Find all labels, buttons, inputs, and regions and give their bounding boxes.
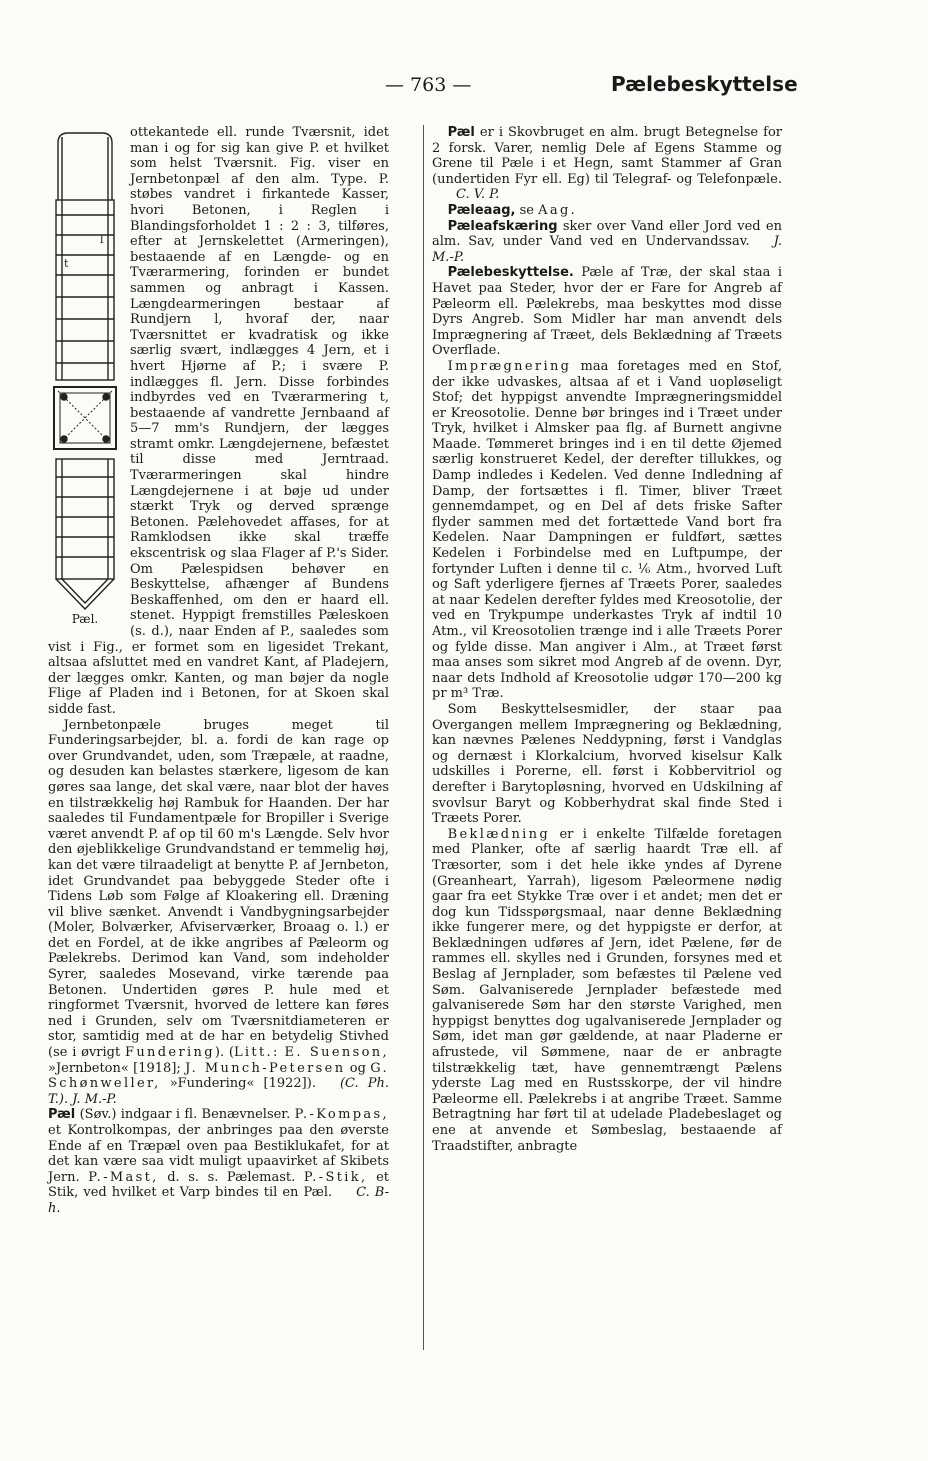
litt-label: Litt.: (233, 1045, 280, 1061)
page-number: — 763 — (385, 74, 472, 96)
signature-cbh: C. B-h. (48, 1185, 389, 1216)
paragraph-beskyttelsesmidler: Som Beskyttelsesmidler, der staar paa Overgangen mellem Imprægnering og Beklædning, kan nævnes Pælenes Neddypning, først i Vandglas og dernæst i Klorkalcium, hvorved kiselsur Kalk udskilles i Porerne, ell. først i Kobbervitriol og derefter i Barytopløsning, hvorved en Udskilning af svovlsur Baryt og Kobberhydrat skal finde Sted i Træets Porer. (432, 701, 782, 827)
concrete-pile-drawing (48, 125, 122, 610)
term-beklaedning: Beklædning (447, 826, 551, 842)
signature-jmp: (C. Ph. T.). J. M.-P. (48, 1076, 389, 1107)
author-munch-petersen: J. Munch-Petersen (185, 1060, 346, 1076)
paragraph-impraegnering (432, 359, 782, 702)
kompas-text: et Kontrolkompas, der anbringes paa den øverste Ende af en Træpæl oven paa Bestiklukafet, for at det kan være saa vidt muligt upaavirket af Skibets Jern. (48, 1123, 389, 1185)
entry-pael (432, 125, 782, 203)
svg-text:l: l (100, 233, 104, 246)
author-schonweller: G. Schønweller, (48, 1060, 389, 1092)
left-column (48, 125, 389, 1217)
headword-paeleaag: Pæleaag, (447, 202, 516, 218)
headword-pael: Pæl (447, 125, 475, 140)
left-paragraph-1: ottekantede ell. runde Tværsnit, idet man i og for sig kan give P. et hvilket som helst Tværsnit. Fig. viser en Jernbetonpæl af den alm. Type. P. støbes vandret i firkantede Kasser, hvori Betonen, i Reglen i Blandingsforholdet 1 : 2 : 3, tilføres, efter at Jernskelettet (Armeringen), bestaaende af en Længde- og en Tværarmering, forinden er bundet sammen og anbragt i Kassen. Længdearmeringen bestaar af Rundjern l, hvoraf der, naar Tværsnittet er kvadratisk og ikke særlig svært, indlægges 4 Jern, et i hvert Hjørne af P.; i svære P. indlægges fl. Jern. Disse forbindes indbyrdes ved en Tværarmering t, bestaaende af vandrette Jernbaand af 5—7 mm's Rundjern, der lægges stramt omkr. Længdejernene, befæstet til disse med Jerntraad. Tværarmeringen skal hindre Længdejernene i at bøje ud under stærkt Tryk og derved sprænge Betonen. Pælehovedet affases, for at Ramklodsen ikke skal træffe ekscentrisk og slaa Flager af P.'s Sider. Om Pælespidsen behøver en Beskyttelse, afhænger af Bundens Beskaffenhed, om den er haard ell. stenet. Hyppigt fremstilles Pæleskoen (s. d.), naar Enden af P., saaledes som vist i Fig., er formet som en ligesidet Trekant, altsaa afsluttet med en vandret Kant, af Pladejern, der lægges omkr. Kanten, og man bøjer da nogle Flige af Pladen ind i Betonen, for at Skoen skal sidde fast. (48, 125, 389, 717)
figure-concrete-pile (48, 125, 122, 630)
signature-jmp-2: J. M.-P. (432, 234, 782, 265)
term-impraegnering: Imprægnering (447, 358, 572, 374)
word-og: og (349, 1060, 366, 1076)
paragraph-beklaedning (432, 827, 782, 1154)
paeleaag-text: se (519, 202, 534, 218)
work-fundering: »Fundering« [1922]). (169, 1076, 316, 1092)
work-jernbeton: »Jernbeton« [1918]; (48, 1060, 181, 1076)
beklaedning-text: er i enkelte Tilfælde foretagen med Planker, ofte af særlig haardt Træ ell. af Træsorter, som i det hele ikke yndes af Dyrene (Greanheart, Yarrah), ligesom Pæleormene nødig gaar fra eet Stykke Træ over i et andet; men det er dog kun Tidsspørgsmaal, naar denne Beklædning ikke fungerer mere, og det hyppigste er derfor, at Beklædningen udføres af Jern, idet Pælene, før de rammes ell. skylles ned i Grunden, forsynes med et Beslag af Jernplader, som befæstes til Pælene ved Søm. Galvaniserede Jernplader befæstede med galvaniserede Søm har den største Varighed, men hyppigst benyttes dog ugalvaniserede Jernplader og Søm, idet man gør gældende, at naar Pladerne er afrustede, vil Sømmene, naar de er anbragte tilstrækkelig tæt, have gennemtrængt Pælens yderste Lag med en Rustsskorpe, der vil hindre Pæleorme ell. Pælekrebs i at angribe Træet. Samme Betragtning har ført til at udelade Pladebeslaget og ene at anvende et Sømbeslag, bestaaende af Traadstifter, anbragte (432, 826, 782, 1154)
term-p-kompas: P.-Kompas, (294, 1107, 389, 1123)
running-title: Pælebeskyttelse (611, 72, 798, 96)
term-p-stik: P.-Stik, (303, 1169, 368, 1185)
pael-sov-text: (Søv.) indgaar i fl. Benævnelser. (79, 1107, 291, 1123)
headword-paelebeskyttelse: Pælebeskyttelse. (447, 265, 574, 281)
headword-pael-sov: Pæl (48, 1107, 76, 1123)
pael-text: er i Skovbruget en alm. brugt Betegnelse for 2 forsk. Varer, nemlig Dele af Egens Stamme og Grene til Pæle i et Hegn, samt Stammer af Gran (undertiden Fyr ell. Eg) til Telegraf- og Telefonpæle. (432, 125, 782, 187)
stik-text: et Stik, ved hvilket et Varp bindes til en Pæl. (48, 1169, 389, 1201)
impraegnering-text: maa foretages med en Stof, der ikke udvaskes, altsaa af et i Vand uopløseligt Stof; det hyppigst anvendte Imprægneringsmiddel er Kreosotolie. Denne bør bringes ind i Træet under Tryk, hvilket i Almsker paa flg. af Burnett angivne Maade. Tømmeret bringes ind i en til dette Øjemed særlig konstrueret Kedel, der derefter tillukkes, og Damp indledes i Kedelen. Ved denne Indledning af Damp, der fortsættes i fl. Timer, bliver Træet gennemdampet, og en Del af dets friske Safter flyder sammen med det fortættede Vand bort fra Kedelen. Naar Dampningen er fuldført, sættes Kedelen i Forbindelse med en Luftpumpe, der fortynder Luften i denne til c. ⅙ Atm., hvorved Luft og Saft yderligere fjernes af Træets Porer, saaledes at naar Kedelen derefter fyldes med Kreosotolie, der ved en Trykpumpe underkastes Tryk af indtil 10 Atm., vil Kreosotolien trænge ind i alle Træets Porer og fylde disse. Man angiver i Alm., at Træet først maa anses som sikret mod Angreb af de ovenn. Dyr, naar dets Indhold af Kreosotolie udgør 170—200 kg pr m³ Træ. (432, 358, 782, 702)
left-paragraph-2 (48, 718, 389, 1108)
entry-paeleafskaering (432, 219, 782, 266)
crossref-fundering[interactable]: Fundering (124, 1045, 215, 1061)
author-suenson: E. Suenson, (284, 1045, 389, 1061)
entry-paeleaag (432, 203, 782, 219)
svg-text:t: t (64, 257, 69, 270)
crossref-aag[interactable]: Aag. (538, 202, 578, 218)
entry-paelebeskyttelse (432, 265, 782, 359)
signature-cvp: C. V. P. (456, 187, 500, 203)
term-p-mast: P.-Mast, (88, 1169, 159, 1185)
headword-paeleafskaering: Pæleafskæring (447, 218, 558, 234)
entry-pael-sov (48, 1107, 389, 1216)
left-paragraph-2-tail: ). ( (214, 1045, 234, 1061)
left-paragraph-2-text: Jernbetonpæle bruges meget til Funderingsarbejder, bl. a. fordi de kan rage op over Grundvandet, uden, som Træpæle, at raadne, og desuden kan belastes stærkere, ligesom de kan gøres saa lange, det skal være, naar blot der haves en tilstrækkelig høj Rambuk for Haanden. Der har saaledes til Fundamentpæle for Bropiller i Sverige været anvendt P. af op til 60 m's Længde. Selv hvor den øjeblikkelige Grundvandstand er temmelig høj, kan det være tilraadeligt at benytte P. af Jernbeton, idet Grundvandet paa bebyggede Steder ofte i Tidens Løb som Følge af Kloakering ell. Dræning vil blive sænket. Anvendt i Vandbygningsarbejder (Moler, Bolværker, Afviserværker, Broaag o. l.) er det en Fordel, at de ikke angribes af Pæleorm og Pælekrebs. Derimod kan Vand, som indeholder Syrer, saaledes Mosevand, virke tærende paa Betonen. Undertiden gøres P. hule med et ringformet Tværsnit, hvorved de lettere kan føres ned i Grunden, selv om Tværsnitdiameteren er stor, samtidig med at de har en betydelig Stivhed (se i øvrigt (48, 717, 389, 1061)
mast-text: d. s. s. Pælemast. (167, 1169, 296, 1185)
afskaering-text: sker over Vand eller Jord ved en alm. Sav, under Vand ved en Undervandssav. (432, 218, 782, 250)
right-column (432, 125, 782, 1154)
column-divider (423, 125, 424, 1350)
beskyttelse-text: Pæle af Træ, der skal staa i Havet paa Steder, hvor der er Fare for Angreb af Pæleorm ell. Pælekrebs, maa beskyttes mod disse Dyrs Angreb. Som Midler har man anvendt dels Imprægnering af Træet, dels Beklædning af Træets Overflade. (432, 265, 782, 359)
figure-caption: Pæl. (71, 612, 99, 626)
